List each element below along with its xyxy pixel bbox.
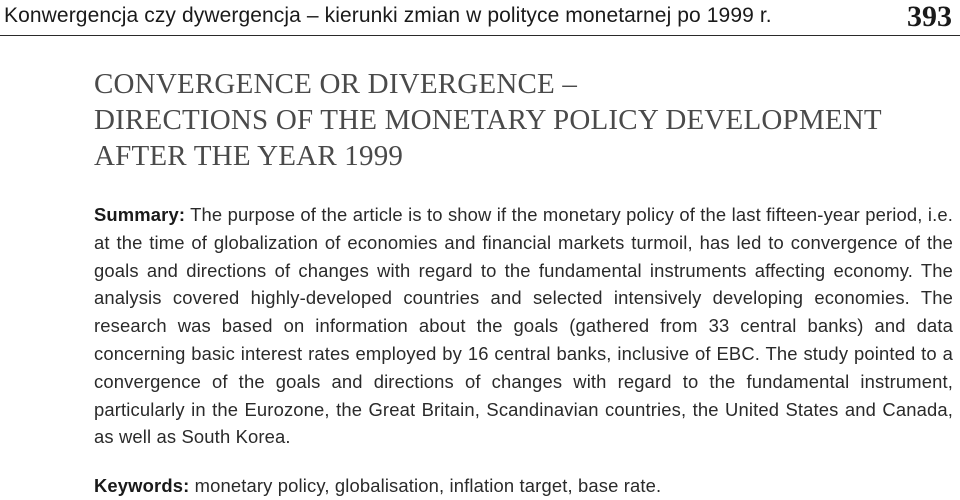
summary-label: Summary:: [94, 204, 186, 225]
summary-paragraph: [94, 201, 953, 451]
running-header: [0, 0, 960, 36]
keywords-line: [94, 474, 661, 498]
page-number: 393: [907, 0, 952, 33]
article-title: [94, 66, 882, 174]
summary-text: The purpose of the article is to show if the monetary policy of the last fifteen-year period, i.e. at the time of globalization of economies and financial markets turmoil, has led to convergence of the goals and directions of changes with regard to the fundamental instruments affecting economy. The analysis covered highly-developed countries and selected intensively developing economies. The research was based on information about the goals (gathered from 33 central banks) and data concerning basic interest rates employed by 16 central banks, inclusive of EBC. The study pointed to a convergence of the goals and directions of changes with regard to the fundamental instrument, particularly in the Eurozone, the Great Britain, Scandinavian countries, the United States and Canada, as well as South Korea.: [94, 204, 953, 448]
title-line-3: AFTER THE YEAR 1999: [94, 140, 404, 172]
title-line-1: CONVERGENCE OR DIVERGENCE –: [94, 68, 578, 100]
title-line-2: DIRECTIONS OF THE MONETARY POLICY DEVELOPMENT: [94, 104, 882, 136]
running-title: Konwergencja czy dywergencja – kierunki zmian w polityce monetarnej po 1999 r.: [4, 4, 772, 27]
keywords-text: monetary policy, globalisation, inflation target, base rate.: [194, 475, 662, 496]
keywords-label: Keywords:: [94, 475, 190, 496]
